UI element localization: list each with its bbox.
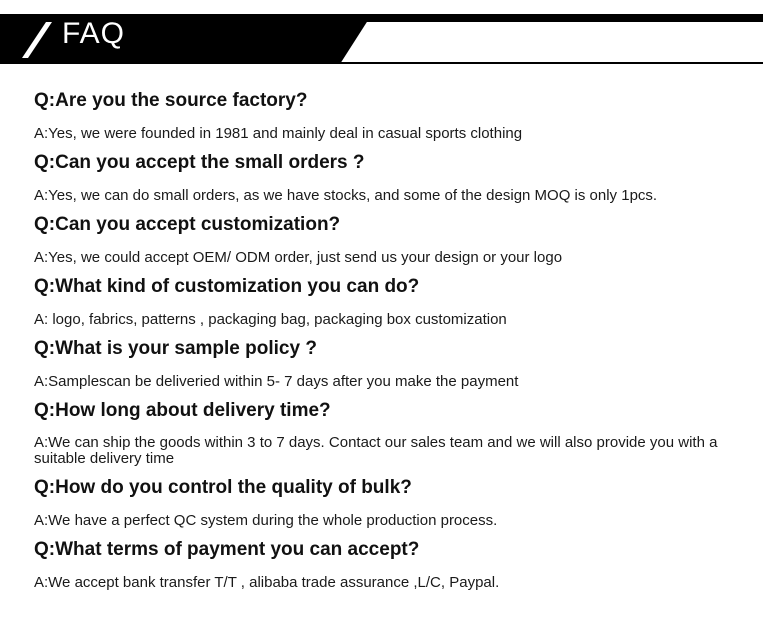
faq-item [34, 88, 754, 142]
faq-question: Q:How do you control the quality of bulk? [34, 477, 412, 498]
faq-answer: A:We have a perfect QC system during the whole production process. [34, 512, 498, 529]
faq-item [34, 274, 754, 328]
faq-question: Q:Can you accept the small orders ? [34, 152, 365, 173]
faq-answer: A: logo, fabrics, patterns , packaging bag, packaging box customization [34, 311, 507, 328]
faq-list [34, 88, 754, 591]
faq-question: Q:Are you the source factory? [34, 90, 308, 111]
faq-answer: A:We can ship the goods within 3 to 7 days. Contact our sales team and we will also provide you with a suitable delivery time [34, 434, 718, 467]
faq-answer: A:Samplescan be deliveried within 5- 7 days after you make the payment [34, 373, 519, 390]
faq-question: Q:How long about delivery time? [34, 400, 331, 421]
faq-question: Q:What is your sample policy ? [34, 338, 317, 359]
page-title: FAQ [62, 17, 126, 50]
faq-answer: A:Yes, we could accept OEM/ ODM order, just send us your design or your logo [34, 249, 563, 266]
faq-answer: A:Yes, we can do small orders, as we have stocks, and some of the design MOQ is only 1pcs. [34, 187, 658, 204]
faq-item [34, 150, 754, 204]
faq-item [34, 212, 754, 266]
faq-banner [0, 0, 763, 66]
faq-item [34, 336, 754, 390]
faq-item [34, 537, 754, 591]
faq-item [34, 398, 754, 467]
faq-answer: A:We accept bank transfer T/T , alibaba trade assurance ,L/C, Paypal. [34, 574, 500, 591]
faq-question: Q:What terms of payment you can accept? [34, 539, 420, 560]
faq-question: Q:Can you accept customization? [34, 214, 341, 235]
faq-answer: A:Yes, we were founded in 1981 and mainly deal in casual sports clothing [34, 125, 523, 142]
faq-item [34, 475, 754, 529]
faq-question: Q:What kind of customization you can do? [34, 276, 420, 297]
